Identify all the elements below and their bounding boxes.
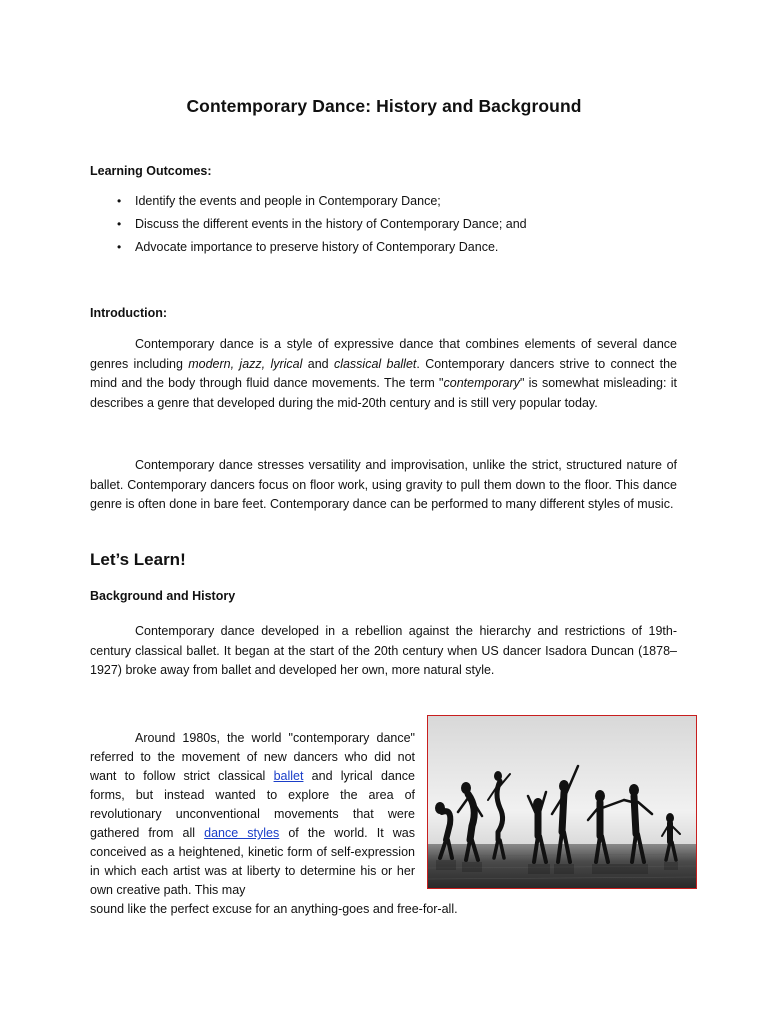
bullet-icon: •	[117, 240, 122, 254]
intro-paragraph-1: Contemporary dance is a style of expressive dance that combines elements of several dance genres including modern, jazz, lyrical and classical ballet. Contemporary dancers strive to connect the mind and the body through fluid dance movements. The term "contemporary" is somewhat misleading: it describes a genre that developed during the mid-20th century and is still very popular today.	[90, 337, 677, 410]
lets-learn-heading: Let’s Learn!	[90, 550, 186, 569]
history-paragraph-2: Around 1980s, the world "contemporary dance" referred to the movement of new dancers who did not want to follow strict classical ballet and lyrical dance forms, but instead wanted to explore the area of revolutionary unconventional movements that were gathered from all dance styles of the world. It was conceived as a heightened, kinetic form of self-expression in which each artist was at liberty to determine his or her own creative path. This may sound like the perfect excuse for an anything-goes and free-for-all.	[90, 731, 458, 916]
dance-styles-link[interactable]: dance styles	[204, 826, 280, 840]
bullet-icon: •	[117, 194, 122, 208]
learning-outcomes-heading: Learning Outcomes:	[90, 164, 212, 178]
introduction-heading: Introduction:	[90, 306, 168, 320]
background-history-heading: Background and History	[90, 589, 236, 603]
bullet-icon: •	[117, 217, 122, 231]
intro-paragraph-2: Contemporary dance stresses versatility and improvisation, unlike the strict, structured nature of ballet. Contemporary dancers focus on floor work, using gravity to pull them down to the floor. This dance genre is often done in bare feet. Contemporary dance can be performed to many different styles of music.	[90, 458, 677, 511]
list-item: • Advocate importance to preserve history of Contemporary Dance.	[117, 240, 499, 254]
list-item: • Discuss the different events in the history of Contemporary Dance; and	[117, 217, 527, 231]
learning-outcomes-list	[90, 192, 527, 261]
page-title: Contemporary Dance: History and Background	[186, 96, 582, 116]
history-paragraph-1: Contemporary dance developed in a rebellion against the hierarchy and restrictions of 19th-century classical ballet. It began at the start of the 20th century when US dancer Isadora Duncan (1878–1927) broke away from ballet and developed her own, more natural style.	[90, 624, 677, 677]
dancers-photo	[427, 715, 697, 889]
ballet-link[interactable]: ballet	[273, 769, 304, 783]
list-item: • Identify the events and people in Contemporary Dance;	[117, 194, 441, 208]
